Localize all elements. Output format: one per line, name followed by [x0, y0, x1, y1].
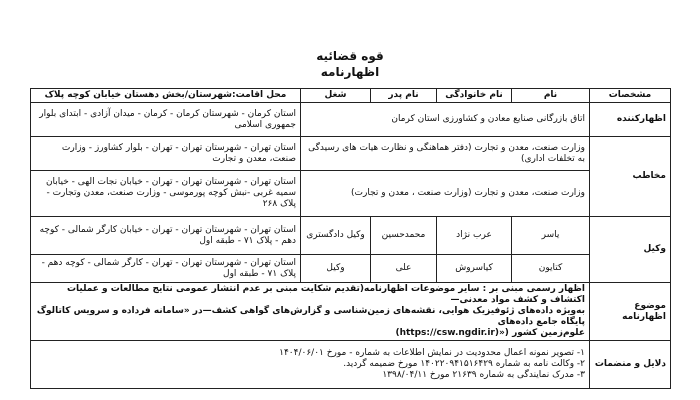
- subject-url: (https://csw.ngdir.ir)»): [395, 328, 509, 338]
- claimant-row: [31, 103, 671, 137]
- attorney-family: عرب نژاد: [437, 217, 512, 255]
- doc-title: اظهارنامه: [320, 65, 380, 79]
- col-family: نام خانوادگی: [437, 89, 512, 103]
- claimant-address: استان کرمان - شهرستان کرمان - کرمان - میدان آزادی - ابتدای بلوار جمهوری اسلامی: [31, 103, 301, 137]
- addressee-label: مخاطب: [590, 137, 671, 217]
- attorney-row: [31, 217, 671, 255]
- attorney-job: وکیل: [301, 255, 371, 283]
- subject-text: [31, 283, 590, 341]
- col-name: نام: [512, 89, 590, 103]
- subject-line: [35, 328, 585, 339]
- attorney-father: علی: [371, 255, 437, 283]
- evidence-list: [31, 341, 590, 389]
- addressee-address: استان تهران - شهرستان تهران - تهران - بلوار کشاورز - وزارت صنعت، معدن و تجارت: [31, 137, 301, 171]
- attorney-row: [31, 255, 671, 283]
- subject-line: اظهار رسمی مبنی بر : سایر موضوعات اظهارنامه(تقدیم شکایت مبنی بر عدم انتشار عمومی نتایج مطالعات و عملیات اکتشاف و کشف مواد معدنی—: [66, 284, 585, 305]
- attorney-father: محمدحسین: [371, 217, 437, 255]
- org-title: قوه قضائیه: [316, 49, 384, 63]
- evidence-row: [31, 341, 671, 389]
- attorney-job: وکیل دادگستری: [301, 217, 371, 255]
- evidence-item: ۳- مدرک نمایندگی به شماره ۲۱۶۳۹ مورخ ۱۳۹۸/۰۴/۱۱: [382, 370, 585, 380]
- addressee-row: [31, 171, 671, 217]
- header-row: [31, 89, 671, 103]
- col-address: محل اقامت:شهرستان/بخش دهستان خیابان کوچه پلاک: [31, 89, 301, 103]
- claimant-label: اظهارکننده: [590, 103, 671, 137]
- subject-label: موضوع اظهارنامه: [590, 283, 671, 341]
- attorney-address: استان تهران - شهرستان تهران - تهران - کارگر شمالی - کوچه دهم - پلاک ۷۱ - طبقه اول: [31, 255, 301, 283]
- col-father: نام پدر: [371, 89, 437, 103]
- attorney-family: کیاسروش: [437, 255, 512, 283]
- col-section: مشخصات: [590, 89, 671, 103]
- col-job: شغل: [301, 89, 371, 103]
- evidence-item: ۱- تصویر نمونه اعمال محدودیت در نمایش اطلاعات به شماره - مورخ ۱۴۰۴/۰۶/۰۱: [279, 348, 585, 358]
- addressee-row: [31, 137, 671, 171]
- attorney-name: کتایون: [512, 255, 590, 283]
- evidence-item: ۲- وکالت نامه به شماره ۱۴۰۲۲۰۹۴۱۵۱۶۴۲۹ مورخ ضمیمه گردید.: [343, 359, 585, 369]
- evidence-label: دلایل و منضمات: [590, 341, 671, 389]
- attorney-address: استان تهران - شهرستان تهران - تهران - خیابان کارگر شمالی - کوچه دهم - پلاک ۷۱ - طبقه اول: [31, 217, 301, 255]
- addressee-name: وزارت صنعت، معدن و تجارت (وزارت صنعت ، معدن و تجارت): [301, 171, 590, 217]
- subject-line-a: علوم‌زمین کشور: [512, 328, 585, 338]
- addressee-name: وزارت صنعت، معدن و تجارت (دفتر هماهنگی و نظارت هیات های رسیدگی به تخلفات اداری): [301, 137, 590, 171]
- attorney-label: وکیل: [590, 217, 671, 283]
- addressee-address: استان تهران - شهرستان تهران - تهران - خیابان نجات الهی - خیابان سمیه غربی -نبش کوچه پورموسی - وزارت صنعت، معدن وتجارت - پلاک ۲۶۸: [31, 171, 301, 217]
- subject-line: به‌ویژه داده‌های ژئوفیزیک هوایی، نقشه‌های زمین‌شناسی و گزارش‌های گواهی کشف—در «سامانه فرداده و سرویس کاتالوگ پایگاه جامع داده‌های: [36, 306, 585, 327]
- attorney-name: یاسر: [512, 217, 590, 255]
- declaration-table: [30, 88, 671, 389]
- claimant-name: اتاق بازرگانی صنایع معادن و کشاورزی استان کرمان: [301, 103, 590, 137]
- subject-row: [31, 283, 671, 341]
